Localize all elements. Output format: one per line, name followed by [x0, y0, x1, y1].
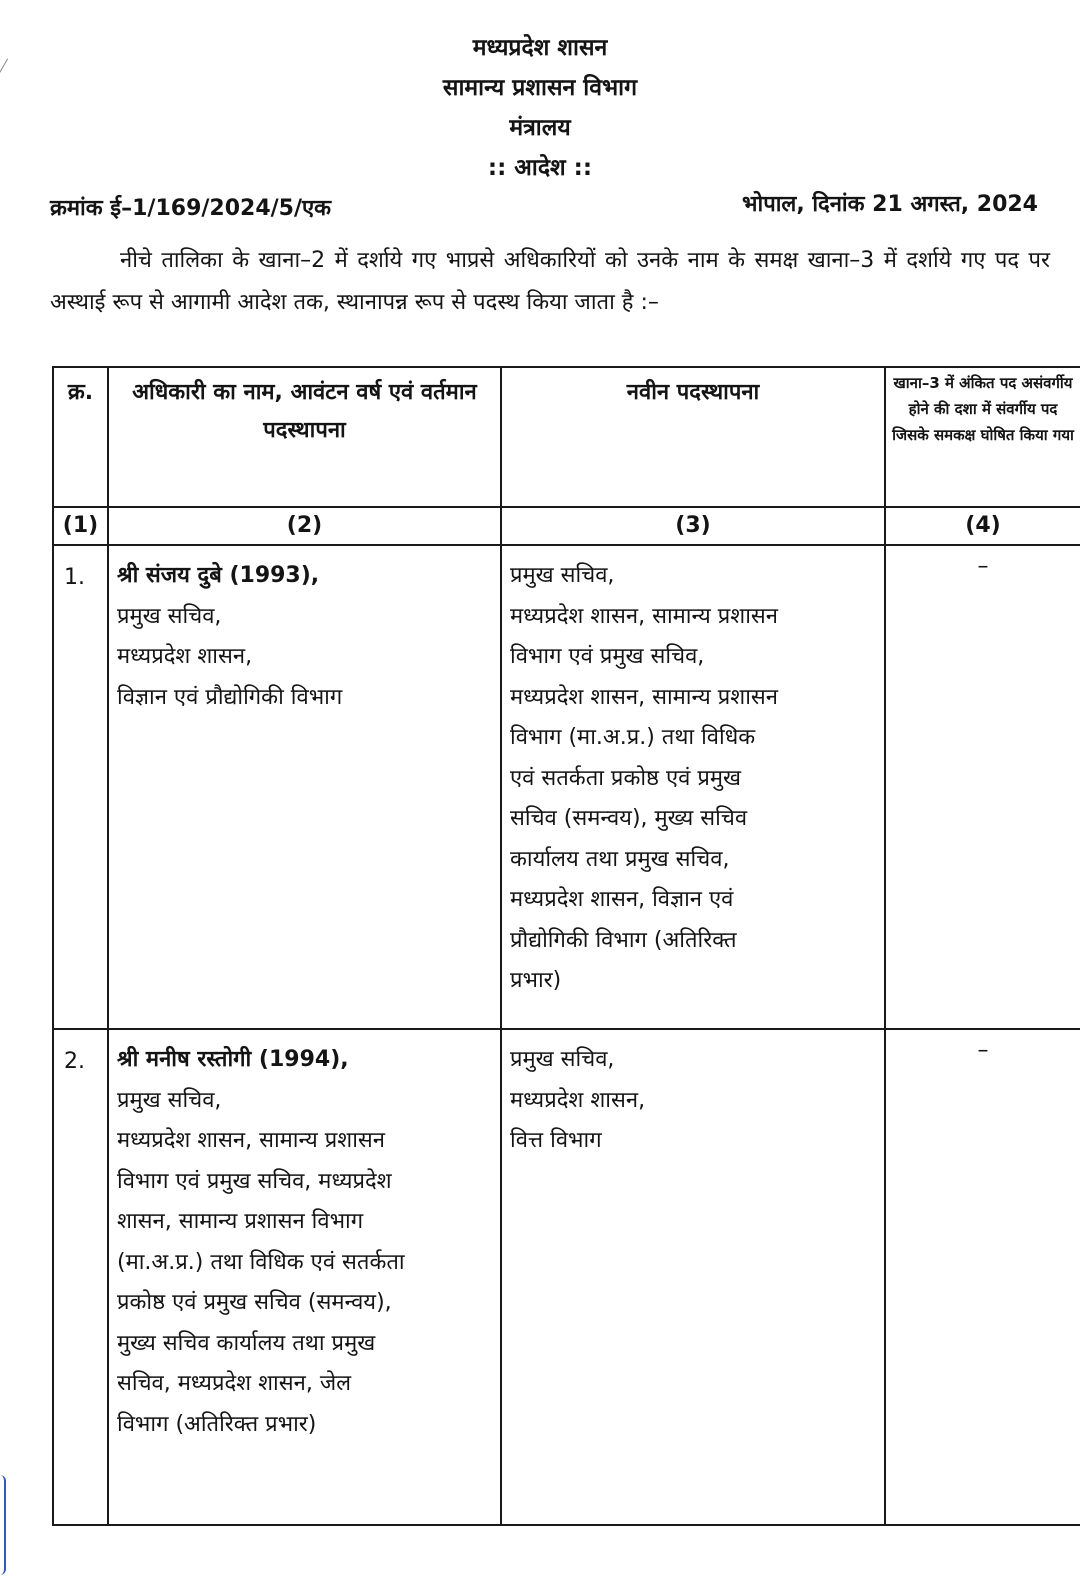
table-row	[53, 545, 1080, 1029]
new-posting	[502, 546, 884, 1002]
col-number-4: (4)	[885, 507, 1080, 545]
row-serial: 2.	[64, 1049, 85, 1074]
current-posting-line: मुख्य सचिव कार्यालय तथा प्रमुख	[117, 1330, 376, 1356]
current-posting-line: मध्यप्रदेश शासन, सामान्य प्रशासन	[117, 1128, 385, 1153]
new-posting-line: कार्यालय तथा प्रमुख सचिव,	[510, 846, 730, 872]
row-serial: 1.	[64, 565, 85, 590]
intro-text: नीचे तालिका के खाना–2 में दर्शाये गए भाप्रसे अधिकारियों को उनके नाम के समक्ष खाना–3 में दर्शाये गए पद पर अस्थाई रूप से आगामी आदेश तक, स्थानापन्न रूप से पदस्थ किया जाता है :–	[50, 248, 1050, 315]
current-posting-line: प्रकोष्ठ एवं प्रमुख सचिव (समन्वय),	[117, 1290, 392, 1315]
equivalent-post: –	[977, 554, 989, 579]
officer-name: श्री संजय दुबे (1993),	[117, 563, 320, 588]
column-number-row	[53, 507, 1080, 545]
current-posting-line: सचिव, मध्यप्रदेश शासन, जेल	[117, 1371, 352, 1396]
new-posting-line: प्रभार)	[510, 968, 562, 993]
header-serial: क्र.	[67, 380, 94, 405]
col-number-1: (1)	[53, 507, 108, 545]
govt-name: मध्यप्रदेश शासन	[472, 35, 608, 61]
posting-table	[52, 366, 1080, 1526]
new-posting-line: विभाग (मा.अ.प्र.) तथा विधिक	[510, 725, 756, 750]
header-new-posting: नवीन पदस्थापना	[626, 380, 760, 405]
current-posting-line: विभाग एवं प्रमुख सचिव, मध्यप्रदेश	[117, 1168, 392, 1194]
new-posting-line: मध्यप्रदेश शासन, विज्ञान एवं	[510, 887, 734, 912]
table-row	[53, 1029, 1080, 1525]
new-posting	[502, 1030, 884, 1162]
new-posting-line: प्रमुख सचिव,	[510, 1047, 615, 1072]
header-officer: अधिकारी का नाम, आवंटन वर्ष एवं वर्तमान पदस्थापना	[132, 380, 477, 443]
new-posting-line: सचिव (समन्वय), मुख्य सचिव	[510, 806, 748, 831]
equivalent-post: –	[977, 1038, 989, 1063]
ministry-name: मंत्रालय	[509, 115, 571, 141]
col-number-3: (3)	[501, 507, 885, 545]
pen-mark	[0, 1475, 6, 1575]
document-type: :: आदेश ::	[487, 155, 593, 181]
officer-details	[109, 1030, 500, 1445]
order-date: भोपाल, दिनांक 21 अगस्त, 2024	[742, 192, 1038, 217]
new-posting-line: विभाग एवं प्रमुख सचिव,	[510, 644, 705, 669]
new-posting-line: मध्यप्रदेश शासन,	[510, 1087, 646, 1113]
new-posting-line: एवं सतर्कता प्रकोष्ठ एवं प्रमुख	[510, 765, 742, 791]
current-posting-line: मध्यप्रदेश शासन,	[117, 644, 253, 669]
new-posting-line: प्रमुख सचिव,	[510, 563, 615, 588]
header-equivalent-post: खाना–3 में अंकित पद असंवर्गीय होने की दशा में संवर्गीय पद जिसके समकक्ष घोषित किया गया	[892, 374, 1074, 444]
current-posting-line: विभाग (अतिरिक्त प्रभार)	[117, 1411, 317, 1437]
current-posting-line: शासन, सामान्य प्रशासन विभाग	[117, 1209, 364, 1234]
current-posting-line: प्रमुख सचिव,	[117, 1087, 222, 1113]
officer-name: श्री मनीष रस्तोगी (1994),	[117, 1047, 349, 1072]
new-posting-line: वित्त विभाग	[510, 1128, 602, 1153]
table-header-row	[53, 367, 1080, 507]
col-number-2: (2)	[108, 507, 501, 545]
current-posting-line: विज्ञान एवं प्रौद्योगिकी विभाग	[117, 684, 343, 710]
officer-details	[109, 546, 500, 718]
department-name: सामान्य प्रशासन विभाग	[442, 75, 638, 101]
new-posting-line: मध्यप्रदेश शासन, सामान्य प्रशासन	[510, 603, 778, 629]
new-posting-line: मध्यप्रदेश शासन, सामान्य प्रशासन	[510, 684, 778, 710]
new-posting-line: प्रौद्योगिकी विभाग (अतिरिक्त	[510, 927, 737, 953]
document-header	[0, 28, 1080, 188]
current-posting-line: (मा.अ.प्र.) तथा विधिक एवं सतर्कता	[117, 1249, 405, 1275]
current-posting-line: प्रमुख सचिव,	[117, 603, 222, 629]
order-reference: क्रमांक ई–1/169/2024/5/एक	[50, 196, 332, 221]
intro-paragraph	[50, 240, 1050, 324]
